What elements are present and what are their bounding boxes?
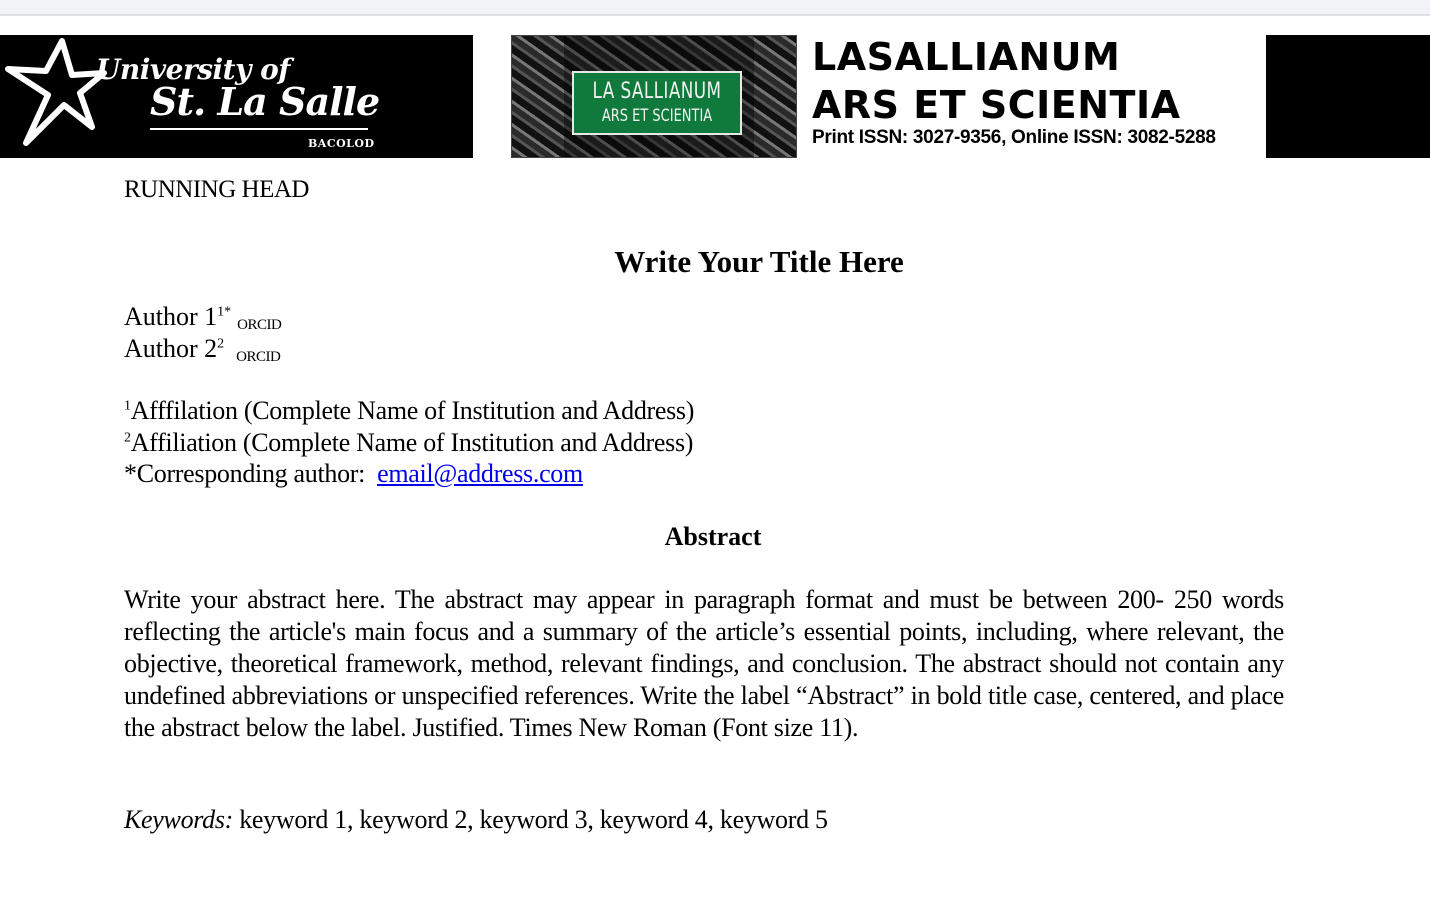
window-top-edge	[0, 0, 1430, 16]
journal-issn: Print ISSN: 3027-9356, Online ISSN: 3082-5288	[812, 127, 1216, 148]
affiliation-superscript: 1	[124, 398, 131, 414]
author-superscript: 1*	[217, 304, 232, 320]
abstract-heading: Abstract	[664, 522, 762, 551]
author-1	[124, 302, 281, 334]
university-name-line1: University of	[96, 53, 290, 86]
university-name-line2: St. La Salle	[150, 79, 380, 124]
journal-title-line1: LASALLIANUM	[812, 35, 1121, 79]
page-title: Write Your Title Here	[614, 244, 904, 279]
affiliation-1	[124, 396, 694, 426]
university-divider	[150, 128, 368, 130]
banner-right-band	[1266, 35, 1430, 158]
keywords-line	[124, 805, 828, 835]
journal-cover-image	[511, 35, 797, 158]
orcid-link[interactable]: ORCID	[237, 317, 282, 333]
affiliation-text: Afffilation (Complete Name of Institution and Address)	[130, 396, 695, 425]
orcid-link[interactable]: ORCID	[236, 349, 281, 365]
journal-cover-line2: ARS ET SCIENTIA	[601, 106, 713, 126]
journal-cover-line1: LA SALLIANUM	[592, 79, 722, 104]
affiliation-superscript: 2	[124, 430, 131, 446]
abstract-body: Write your abstract here. The abstract may appear in paragraph format and must be between 200- 250 words reflecting the article's main focus and a summary of the article’s essential points, including, where relevant, the objective, theoretical framework, method, relevant findings, and conclusion. The abstract should not contain any undefined abbreviations or unspecified references. Write the label “Abstract” in bold title case, centered, and place the abstract below the label. Justified. Times New Roman (Font size 11).	[124, 585, 1284, 742]
author-2	[124, 334, 280, 366]
corresponding-label: *Corresponding author:	[124, 459, 366, 488]
university-campus: BACOLOD	[308, 137, 375, 150]
author-name: Author 2	[124, 334, 218, 363]
affiliation-text: Affiliation (Complete Name of Institution and Address)	[130, 428, 694, 457]
author-name: Author 1	[124, 302, 218, 331]
corresponding-author	[124, 459, 583, 489]
journal-cover-label	[572, 71, 742, 135]
keywords-list: keyword 1, keyword 2, keyword 3, keyword 4, keyword 5	[239, 805, 828, 834]
running-head: RUNNING HEAD	[124, 176, 309, 203]
email-link[interactable]: email@address.com	[377, 459, 583, 488]
affiliation-2	[124, 428, 693, 458]
journal-title-line2: ARS ET SCIENTIA	[812, 83, 1181, 127]
author-superscript: 2	[217, 336, 225, 352]
banner-left-band	[0, 35, 473, 158]
keywords-label: Keywords:	[124, 805, 233, 834]
journal-banner	[0, 35, 1430, 158]
